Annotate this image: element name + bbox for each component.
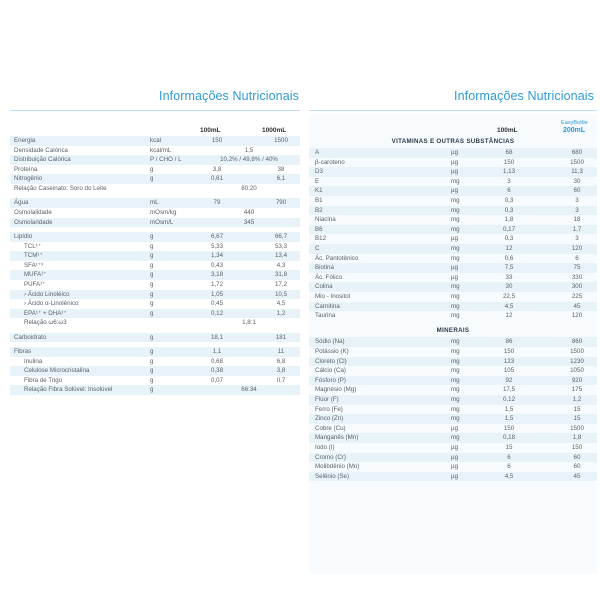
- section-heading: MINERAIS: [436, 327, 470, 335]
- table-row: [309, 311, 597, 321]
- nutrient-unit: µg: [451, 472, 459, 480]
- nutrient-unit: mg: [451, 283, 460, 291]
- value-100ml: 1,8: [504, 216, 514, 224]
- col-header-easybottle: EasyBottle: [561, 120, 588, 126]
- nutrient-unit: mg: [451, 434, 460, 442]
- col-header-100ml: 100mL: [200, 127, 221, 134]
- nutrient-unit: mg: [451, 302, 460, 310]
- table-row: [10, 366, 300, 376]
- nutrient-unit: µg: [451, 424, 459, 432]
- section-heading: VITAMINAS E OUTRAS SUBSTÂNCIAS: [391, 138, 515, 145]
- value-100ml: 22,5: [502, 292, 516, 300]
- value-200ml: 175: [571, 386, 583, 394]
- value-100ml: 4,5: [504, 302, 514, 310]
- nutrient-name: Energia: [14, 137, 36, 144]
- value-200ml: 45: [573, 472, 581, 480]
- value-100ml: 12: [505, 312, 513, 320]
- nutrient-name: Colina: [315, 283, 333, 291]
- nutrient-name: Mio - Inositol: [315, 292, 351, 300]
- table-row: [309, 453, 597, 463]
- nutrient-unit: µg: [451, 273, 459, 281]
- nutrient-name: Distribuição Calórica: [14, 156, 71, 164]
- nutrient-unit: g: [150, 280, 154, 288]
- nutrient-unit: µg: [451, 453, 459, 461]
- nutrient-name: Cloreto (Cl): [315, 357, 347, 365]
- value-200ml: 1230: [570, 357, 584, 365]
- nutrient-name: B6: [315, 225, 323, 233]
- nutrient-unit: µg: [451, 235, 459, 243]
- value-100ml: 6: [507, 453, 511, 461]
- value-100ml: 1,05: [210, 290, 224, 298]
- value-1000ml: 11: [277, 348, 285, 356]
- table-row: [309, 357, 597, 367]
- value-100ml: 17,5: [502, 386, 516, 394]
- value-1000ml: 66,7: [274, 232, 288, 240]
- left-table-body: [10, 136, 300, 395]
- table-row: [309, 337, 597, 347]
- nutrient-unit: g: [150, 271, 154, 279]
- value-200ml: 60: [573, 463, 581, 471]
- value-1000ml: 0,7: [276, 376, 286, 384]
- value-100ml: 0,38: [210, 367, 224, 375]
- value-100ml: 150: [503, 158, 515, 166]
- nutrient-name: MUFA¹⁺: [24, 271, 47, 279]
- nutrient-unit: g: [150, 300, 154, 308]
- nutrient-name: Osmolaridade: [14, 218, 53, 226]
- table-row: [309, 395, 597, 405]
- value-100ml: 0,68: [210, 357, 224, 365]
- value-100ml: 33: [505, 273, 513, 281]
- value-100ml: 1,72: [210, 280, 224, 288]
- value-100ml: 7,5: [504, 264, 514, 272]
- table-row: [309, 424, 597, 434]
- table-row: [309, 462, 597, 472]
- right-title-divider: [309, 110, 597, 111]
- value-100ml: 105: [503, 367, 515, 375]
- value-1000ml: 790: [275, 199, 287, 207]
- value-100ml: 0,07: [210, 376, 224, 384]
- nutrient-name: Fibra de Trigo: [24, 376, 63, 384]
- nutrient-name: Relação ω6:ω3: [24, 319, 67, 327]
- table-row: [309, 414, 597, 424]
- value-100ml: 3,8: [212, 165, 222, 173]
- table-row: [309, 234, 597, 244]
- nutrient-unit: g: [150, 290, 154, 298]
- value-200ml: 3: [575, 235, 579, 243]
- nutrient-name: Flúor (F): [315, 396, 339, 404]
- table-row: [10, 333, 300, 343]
- nutrient-unit: µg: [451, 187, 459, 195]
- nutrient-name: Celulose Microcristalina: [24, 367, 90, 375]
- nutrient-unit: g: [150, 376, 154, 384]
- table-row: [309, 186, 597, 196]
- nutrient-unit: µg: [451, 264, 459, 272]
- value-1000ml: 181: [275, 333, 287, 341]
- value-200ml: 6: [575, 254, 579, 262]
- value-200ml: 1500: [570, 158, 584, 166]
- nutrient-unit: mg: [451, 405, 460, 413]
- value-100ml: 18,1: [210, 333, 224, 341]
- value-200ml: 120: [571, 312, 583, 320]
- nutrient-unit: mg: [451, 177, 460, 185]
- table-row: [309, 433, 597, 443]
- col-header-200ml: 200mL: [563, 127, 586, 134]
- nutrient-unit: mg: [451, 225, 460, 233]
- value-200ml: 225: [571, 292, 583, 300]
- value-1000ml: 53,3: [274, 242, 288, 250]
- table-row: [10, 261, 300, 271]
- nutrient-unit: g: [150, 309, 154, 317]
- nutrient-name: Cromo (Cr): [315, 453, 346, 461]
- nutrient-name: Biotina: [315, 264, 334, 272]
- table-row: [309, 443, 597, 453]
- value-100ml: 1,1: [212, 348, 222, 356]
- table-row: [10, 146, 300, 156]
- table-row: [309, 376, 597, 386]
- value-100ml: 3,18: [210, 271, 224, 279]
- value-200ml: 3: [575, 196, 579, 204]
- nutrient-name: Niacina: [315, 216, 336, 224]
- nutrient-name: Osmolalidade: [14, 208, 52, 216]
- micronutrient-table: [309, 114, 597, 574]
- nutrient-unit: mg: [451, 348, 460, 356]
- value-100ml: 123: [503, 357, 515, 365]
- value-1000ml: 4,3: [276, 261, 286, 269]
- value-100ml: 6: [507, 187, 511, 195]
- value-100ml: 5,33: [210, 242, 224, 250]
- nutrient-name: › Ácido Linoléico: [24, 290, 70, 298]
- nutrient-unit: g: [150, 232, 154, 240]
- table-row: [10, 208, 300, 218]
- value-100ml: 6: [507, 463, 511, 471]
- nutrient-name: Proteína: [14, 165, 38, 173]
- table-row: [10, 242, 300, 252]
- nutrient-unit: mOsm/kg: [150, 208, 177, 216]
- value-100ml: 68: [505, 149, 513, 156]
- nutrient-unit: mg: [451, 357, 460, 365]
- value-100ml: 15: [505, 444, 513, 452]
- nutrient-unit: kcal: [150, 137, 162, 144]
- nutrient-name: Fósforo (P): [315, 376, 346, 384]
- value-1000ml: 1,2: [276, 309, 286, 317]
- value-100ml: 0,6: [504, 254, 514, 262]
- value-100ml: 150: [503, 424, 515, 432]
- value-200ml: 30: [573, 177, 581, 185]
- nutrient-value: 80:20: [241, 184, 257, 192]
- value-200ml: 300: [571, 283, 583, 291]
- nutrient-name: Relação Fibra Solúvel: Insolúvel: [24, 386, 113, 394]
- value-200ml: 1500: [570, 424, 584, 432]
- value-200ml: 45: [573, 302, 581, 310]
- table-row: [10, 347, 300, 357]
- table-row: [10, 232, 300, 242]
- table-row: [10, 299, 300, 309]
- nutrient-name: Fibras: [14, 348, 32, 356]
- nutrient-name: Iodo (I): [315, 444, 335, 452]
- value-200ml: 860: [571, 338, 583, 346]
- value-100ml: 79: [213, 199, 221, 207]
- value-200ml: 1050: [570, 367, 584, 375]
- value-100ml: 150: [503, 348, 515, 356]
- table-row: [309, 254, 597, 264]
- nutrient-unit: g: [150, 386, 154, 394]
- value-200ml: 60: [573, 453, 581, 461]
- nutrient-unit: g: [150, 261, 154, 269]
- nutrient-name: Densidade Calórica: [14, 146, 68, 154]
- nutrient-value: 1,8:1: [242, 319, 256, 327]
- table-row: [10, 280, 300, 290]
- table-row: [309, 273, 597, 283]
- nutrient-name: Zinco (Zn): [315, 415, 344, 423]
- nutrient-unit: µg: [451, 444, 459, 452]
- nutrient-name: EPA¹⁺ + DHA¹⁺: [24, 309, 67, 317]
- nutrient-unit: mL: [150, 199, 159, 207]
- left-panel-title: Informações Nutricionais: [159, 89, 299, 103]
- nutrient-value: 440: [243, 208, 255, 216]
- nutrient-name: Molibdênio (Mo): [315, 463, 360, 471]
- value-1000ml: 31,8: [274, 271, 288, 279]
- value-200ml: 15: [573, 405, 581, 413]
- nutrient-name: Magnésio (Mg): [315, 386, 357, 394]
- nutrient-name: C: [315, 244, 320, 252]
- table-row: [10, 174, 300, 184]
- nutrient-value: 345: [243, 218, 255, 226]
- nutrient-name: Manganês (Mn): [315, 434, 359, 442]
- nutrient-unit: mg: [451, 386, 460, 394]
- table-row: [10, 218, 300, 228]
- nutrient-unit: µg: [451, 463, 459, 471]
- value-100ml: 0,3: [504, 206, 514, 214]
- nutrient-unit: mg: [451, 216, 460, 224]
- nutrient-value: 1,5: [244, 146, 254, 154]
- right-table-body: [309, 136, 597, 481]
- nutrient-unit: P / CHO / L: [150, 156, 182, 164]
- nutrient-unit: mg: [451, 244, 460, 252]
- table-row: [309, 177, 597, 187]
- nutrient-name: K1: [315, 187, 323, 195]
- value-100ml: 150: [211, 137, 223, 144]
- value-200ml: 1,7: [572, 225, 582, 233]
- nutrient-unit: g: [150, 348, 154, 356]
- table-row: [10, 385, 300, 395]
- table-row: [309, 158, 597, 168]
- value-100ml: 0,12: [210, 309, 224, 317]
- nutrient-name: Sódio (Na): [315, 338, 345, 346]
- right-panel-title: Informações Nutricionais: [454, 89, 594, 103]
- value-100ml: 0,43: [210, 261, 224, 269]
- table-row: [309, 206, 597, 216]
- value-1000ml: 6,1: [276, 175, 286, 183]
- nutrient-value: 66:34: [241, 386, 257, 394]
- value-100ml: 0,61: [210, 175, 224, 183]
- nutrient-unit: mg: [451, 292, 460, 300]
- nutrient-unit: g: [150, 333, 154, 341]
- table-row: [10, 318, 300, 328]
- value-200ml: 60: [573, 187, 581, 195]
- value-200ml: 18: [573, 216, 581, 224]
- nutrient-name: E: [315, 177, 320, 185]
- nutrient-unit: mg: [451, 206, 460, 214]
- value-100ml: 1,34: [210, 252, 224, 260]
- table-row: [10, 198, 300, 208]
- right-nutrition-panel: [303, 0, 600, 600]
- nutrient-name: Carboidrato: [14, 333, 47, 341]
- value-100ml: 12: [505, 244, 513, 252]
- table-row: [309, 347, 597, 357]
- nutrient-name: Lipídio: [14, 232, 33, 240]
- nutrient-name: TCL¹⁺: [24, 242, 42, 250]
- right-table-header: [309, 114, 597, 136]
- table-row: [10, 309, 300, 319]
- nutrient-name: Taurina: [315, 312, 336, 320]
- value-100ml: 4,5: [504, 472, 514, 480]
- table-row: [10, 136, 300, 146]
- table-row: [309, 405, 597, 415]
- value-100ml: 0,3: [504, 196, 514, 204]
- table-row: [309, 148, 597, 158]
- value-200ml: 3: [575, 206, 579, 214]
- value-200ml: 11,3: [571, 168, 583, 176]
- nutrient-name: Ferro (Fe): [315, 405, 343, 413]
- nutrient-name: D3: [315, 168, 323, 176]
- nutrient-unit: g: [150, 175, 154, 183]
- value-200ml: 680: [571, 149, 583, 156]
- nutrient-unit: µg: [451, 168, 459, 176]
- value-100ml: 6,67: [210, 232, 224, 240]
- nutrient-name: Água: [14, 199, 29, 207]
- nutrient-unit: mg: [451, 376, 460, 384]
- nutrient-name: B2: [315, 206, 323, 214]
- table-row: [10, 357, 300, 367]
- nutrient-name: Carnitina: [315, 302, 340, 310]
- value-200ml: 15: [573, 415, 581, 423]
- nutrient-unit: g: [150, 252, 154, 260]
- nutrient-unit: mg: [451, 367, 460, 375]
- table-row: [309, 385, 597, 395]
- nutrient-name: Ác. Pantotênico: [315, 254, 359, 262]
- value-100ml: 92: [505, 376, 513, 384]
- nutrient-name: B12: [315, 235, 327, 243]
- value-200ml: 1500: [570, 348, 584, 356]
- value-200ml: 75: [573, 264, 581, 272]
- value-1000ml: 38: [277, 165, 285, 173]
- value-1000ml: 6,8: [276, 357, 286, 365]
- col-header-100ml: 100mL: [497, 127, 518, 134]
- nutrient-name: TCM¹⁺: [24, 252, 43, 260]
- value-100ml: 0,17: [502, 225, 516, 233]
- left-title-divider: [10, 110, 300, 111]
- nutrient-name: Ác. Fólico: [315, 273, 343, 281]
- value-1000ml: 10,5: [274, 290, 288, 298]
- table-row: [10, 184, 300, 194]
- value-100ml: 0,12: [502, 396, 516, 404]
- table-row: [10, 251, 300, 261]
- nutrient-unit: mg: [451, 312, 460, 320]
- value-1000ml: 3,8: [276, 367, 286, 375]
- nutrient-unit: kcal/mL: [150, 146, 172, 154]
- nutrient-name: Inulina: [24, 357, 43, 365]
- nutrient-unit: g: [150, 242, 154, 250]
- table-row: [309, 215, 597, 225]
- nutrient-name: Cálcio (Ca): [315, 367, 346, 375]
- value-1000ml: 1500: [274, 137, 288, 144]
- nutrient-unit: µg: [451, 158, 459, 166]
- nutrient-unit: µg: [451, 149, 459, 156]
- table-row: [10, 376, 300, 386]
- value-100ml: 0,45: [210, 300, 224, 308]
- value-100ml: 1,13: [502, 168, 516, 176]
- table-row: [10, 155, 300, 165]
- macronutrient-table: [10, 118, 300, 395]
- col-header-1000ml: 1000mL: [262, 127, 287, 134]
- table-row: [309, 472, 597, 482]
- table-row: [309, 244, 597, 254]
- nutrient-name: Relação Caseinato: Soro do Leite: [14, 184, 107, 192]
- table-row: [309, 196, 597, 206]
- value-200ml: 1,8: [572, 434, 582, 442]
- nutrient-name: Potássio (K): [315, 348, 349, 356]
- nutrient-name: Cobre (Cu): [315, 424, 346, 432]
- nutrient-unit: g: [150, 367, 154, 375]
- value-1000ml: 4,5: [276, 300, 286, 308]
- nutrient-name: Selênio (Se): [315, 472, 350, 480]
- nutrient-unit: mg: [451, 196, 460, 204]
- table-row: [309, 167, 597, 177]
- nutrient-name: A: [315, 149, 320, 156]
- table-row: [309, 366, 597, 376]
- nutrient-name: Nitrogênio: [14, 175, 43, 183]
- nutrient-name: › Ácido α-Linolênico: [24, 300, 79, 308]
- nutrient-name: PUFA¹⁺: [24, 280, 46, 288]
- nutrient-unit: g: [150, 165, 154, 173]
- nutrient-unit: mg: [451, 338, 460, 346]
- value-100ml: 0,3: [504, 235, 514, 243]
- value-100ml: 30: [505, 283, 513, 291]
- table-row: [10, 270, 300, 280]
- value-100ml: 1,5: [504, 415, 514, 423]
- table-row: [10, 165, 300, 175]
- nutrient-value: 10,2% / 49,8% / 40%: [220, 156, 278, 164]
- value-200ml: 1,2: [572, 396, 582, 404]
- table-row: [309, 263, 597, 273]
- nutrient-name: β-caroteno: [315, 158, 345, 166]
- table-row: [10, 290, 300, 300]
- nutrient-unit: mg: [451, 396, 460, 404]
- value-1000ml: 17,2: [274, 280, 288, 288]
- nutrient-unit: mOsm/L: [150, 218, 174, 226]
- table-row: [309, 302, 597, 312]
- value-200ml: 120: [571, 244, 583, 252]
- nutrient-unit: mg: [451, 254, 460, 262]
- value-100ml: 86: [505, 338, 513, 346]
- value-100ml: 3: [507, 177, 511, 185]
- table-row: [309, 282, 597, 292]
- value-1000ml: 13,4: [274, 252, 288, 260]
- value-100ml: 1,5: [504, 405, 514, 413]
- table-row: [309, 292, 597, 302]
- nutrient-unit: mg: [451, 415, 460, 423]
- nutrient-unit: g: [150, 357, 154, 365]
- nutrient-name: B1: [315, 196, 323, 204]
- value-200ml: 920: [571, 376, 583, 384]
- value-100ml: 0,18: [502, 434, 516, 442]
- nutrient-name: SFA¹⁺³: [24, 261, 44, 269]
- value-200ml: 150: [571, 444, 583, 452]
- value-200ml: 330: [571, 273, 583, 281]
- left-table-header: [10, 118, 300, 136]
- table-row: [309, 225, 597, 235]
